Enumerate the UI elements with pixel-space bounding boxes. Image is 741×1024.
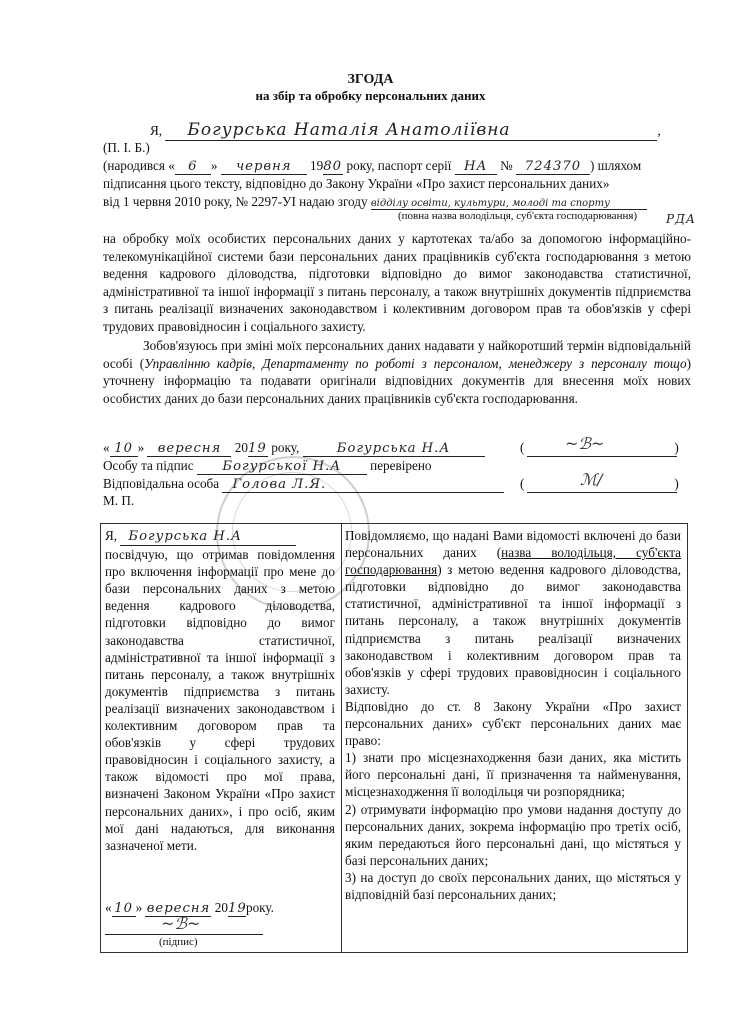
sig-month-handwritten: вересня xyxy=(147,441,231,457)
passport-number-prefix: № xyxy=(500,158,513,173)
stamp-place-label: М. П. xyxy=(103,493,135,508)
recipient-handwritten: відділу освіти, культури, молоді та спорту xyxy=(371,198,647,210)
signature-line-2 xyxy=(527,492,677,493)
birth-day-handwritten: 6 xyxy=(175,159,211,175)
obligation-responsible: Управлінню кадрів, Департаменту по роботі з персоналом, менеджеру з персоналу тощо xyxy=(144,355,687,371)
birth-year-handwritten: 80 xyxy=(323,159,342,174)
rights-column xyxy=(341,524,687,952)
acknowledgement-column xyxy=(101,524,342,952)
ack-date-close: » xyxy=(135,900,143,915)
signature-date-line xyxy=(103,440,485,457)
passport-label: року, паспорт серії xyxy=(346,158,452,173)
ack-text: посвідчую, що отримав повідомлення про включення інформації про мене до бази персональних даних з метою ведення кадрового діловодства, підготовки відповідно до вимог законодавства статистичної, адміністративної та іншої інформації з питань персоналу, а також внутрішніх документів підприємства з питань реалізації визначених законодавством і колективним договором прав та обов'язків у сфері трудових правовідносин і соціального захисту, а також відомості про мої права, визначені Законом України «Про захист персональних даних», і про осіб, яким мої дані надаються, для виконання зазначеної мети. xyxy=(105,547,335,853)
checked-suffix: перевірено xyxy=(370,458,432,473)
ack-year-handwritten: 19 xyxy=(227,901,247,916)
sig-paren2-close: ) xyxy=(674,476,679,491)
ack-text-block xyxy=(105,527,335,854)
sig-paren-open: ( xyxy=(520,440,525,455)
checked-label: Особу та підпис xyxy=(103,458,194,473)
consent-text: на обробку моїх особистих персональних даних у картотеках та/або за допомогою інформаційно-телекомунікаційної системи бази персональних даних працівників суб'єкта господарювання з метою ведення кадрового діловодства, підготовки відповідно до вимог законодавства статистичної, адміністративної та іншої інформації з питань персоналу, а також внутрішніх документів підприємства з питань реалізації визначених законодавством і колективним договором прав та обов'язків у сфері трудових правовідносин і соціального захисту. xyxy=(103,231,691,334)
obligation-paragraph xyxy=(103,337,691,407)
pib-caption: (П. І. Б.) xyxy=(103,140,150,155)
birth-line xyxy=(103,158,641,175)
sig-date-open: « xyxy=(103,440,110,455)
ack-year-suffix: року. xyxy=(245,900,274,915)
consent-basis-line: підписання цього тексту, відповідно до Закону України «Про захист персональних даних» xyxy=(103,176,610,191)
ack-month-handwritten: вересня xyxy=(146,901,211,916)
checked-name-handwritten: Богурської Н.А xyxy=(197,459,367,475)
signature-scribble-2: ℳ/ xyxy=(580,470,603,489)
obligation-text-2: ) уточнену інформацію та подавати оригінали відповідних документів для внесення моїх нових особистих даних до бази персональних даних працівників суб'єкта господарювання. xyxy=(103,355,692,406)
birth-line-tail: ) шляхом xyxy=(589,158,642,173)
obligation-text-1: Зобов'язуюсь при зміні моїх персональних даних надавати у найкоротший термін відповідальній особі ( xyxy=(103,338,691,371)
signature-scribble-1: ~ℬ~ xyxy=(565,434,605,453)
sig-day-handwritten: 10 xyxy=(110,441,138,457)
rights-p1-end: ) з метою ведення кадрового діловодства, підготовки відповідно до вимог законодавства статистичної, адміністративної та іншої інформації з питань персоналу, а також внутрішніх документів підприємства з питань реалізації визначених законодавством і колективним договором прав та обов'язків у сфері трудових правовідносин і соціального захисту. xyxy=(345,562,681,697)
consent-paragraph xyxy=(103,230,691,336)
consent-grant-text: від 1 червня 2010 року, № 2297-УІ надаю згоду xyxy=(103,194,368,209)
responsible-name-handwritten: Голова Л.Я. xyxy=(222,477,504,493)
birth-year-prefix: 19 xyxy=(310,158,324,173)
responsible-label: Відповідальна особа xyxy=(103,476,220,491)
rights-text-block xyxy=(345,527,681,903)
ack-sign-caption: (підпис) xyxy=(159,936,198,948)
born-prefix: (народився « xyxy=(103,158,175,173)
rights-item-3: 3) на доступ до своїх персональних даних, що містяться у відповідній базі персональних даних; xyxy=(345,869,681,902)
ack-signature-line xyxy=(105,934,263,935)
notification-table xyxy=(100,523,688,953)
ack-name-handwritten: Богурська Н.А xyxy=(120,528,296,546)
sig-paren-2 xyxy=(520,476,688,492)
sig-year-handwritten: 19 xyxy=(247,441,267,456)
rights-owner-placeholder: назва володільця, суб'єкта господарювання xyxy=(345,545,681,578)
rights-item-2: 2) отримувати інформацію про умови надання доступу до персональних даних, зокрема інформацію про третіх осіб, яким передаються його персональні дані, що містяться у базі персональних даних; xyxy=(345,801,681,868)
birth-month-handwritten: червня xyxy=(221,159,307,175)
rights-p2: Відповідно до ст. 8 Закону України «Про захист персональних даних» суб'єкт персональних даних має право: xyxy=(345,698,681,749)
sig-paren2-open: ( xyxy=(520,476,525,491)
passport-number-handwritten: 724370 xyxy=(516,159,590,175)
recipient-caption: (повна назва володільця, суб'єкта господарювання) xyxy=(398,210,638,222)
name-comma: , xyxy=(657,123,661,138)
born-mid: » xyxy=(210,158,218,173)
ack-year-prefix: 20 xyxy=(214,900,228,915)
rights-p1-start: Повідомляємо, що надані Вами відомості включені до бази персональних даних ( xyxy=(345,528,681,561)
passport-series-handwritten: НА xyxy=(455,159,497,175)
sig-name-handwritten: Богурська Н.А xyxy=(303,441,485,457)
sig-year-prefix: 20 xyxy=(234,440,248,455)
full-name-handwritten: Богурська Наталія Анатоліївна xyxy=(165,120,657,141)
recipient-handwritten-cont: РДА xyxy=(666,212,696,226)
signature-line-1 xyxy=(527,456,677,457)
document-title: ЗГОДА xyxy=(347,72,394,87)
document-subtitle: на збір та обробку персональних даних xyxy=(255,88,486,103)
sig-date-close: » xyxy=(137,440,145,455)
name-line xyxy=(150,120,661,141)
ya-label: Я, xyxy=(150,123,163,138)
responsible-line xyxy=(103,476,504,493)
sig-paren-close: ) xyxy=(674,440,679,455)
rights-item-1: 1) знати про місцезнаходження бази даних, яка містить його персональні дані, її призначення та найменування, місцезнаходження її володільця чи розпорядника; xyxy=(345,750,681,800)
ack-signature-scribble: ~ℬ~ xyxy=(161,914,201,933)
ack-ya: Я, xyxy=(105,528,118,543)
checked-line xyxy=(103,458,432,475)
ack-date-open: « xyxy=(105,900,112,915)
ack-day-handwritten: 10 xyxy=(112,901,136,917)
sig-year-suffix: року, xyxy=(271,440,300,455)
consent-grant-line xyxy=(103,194,647,210)
